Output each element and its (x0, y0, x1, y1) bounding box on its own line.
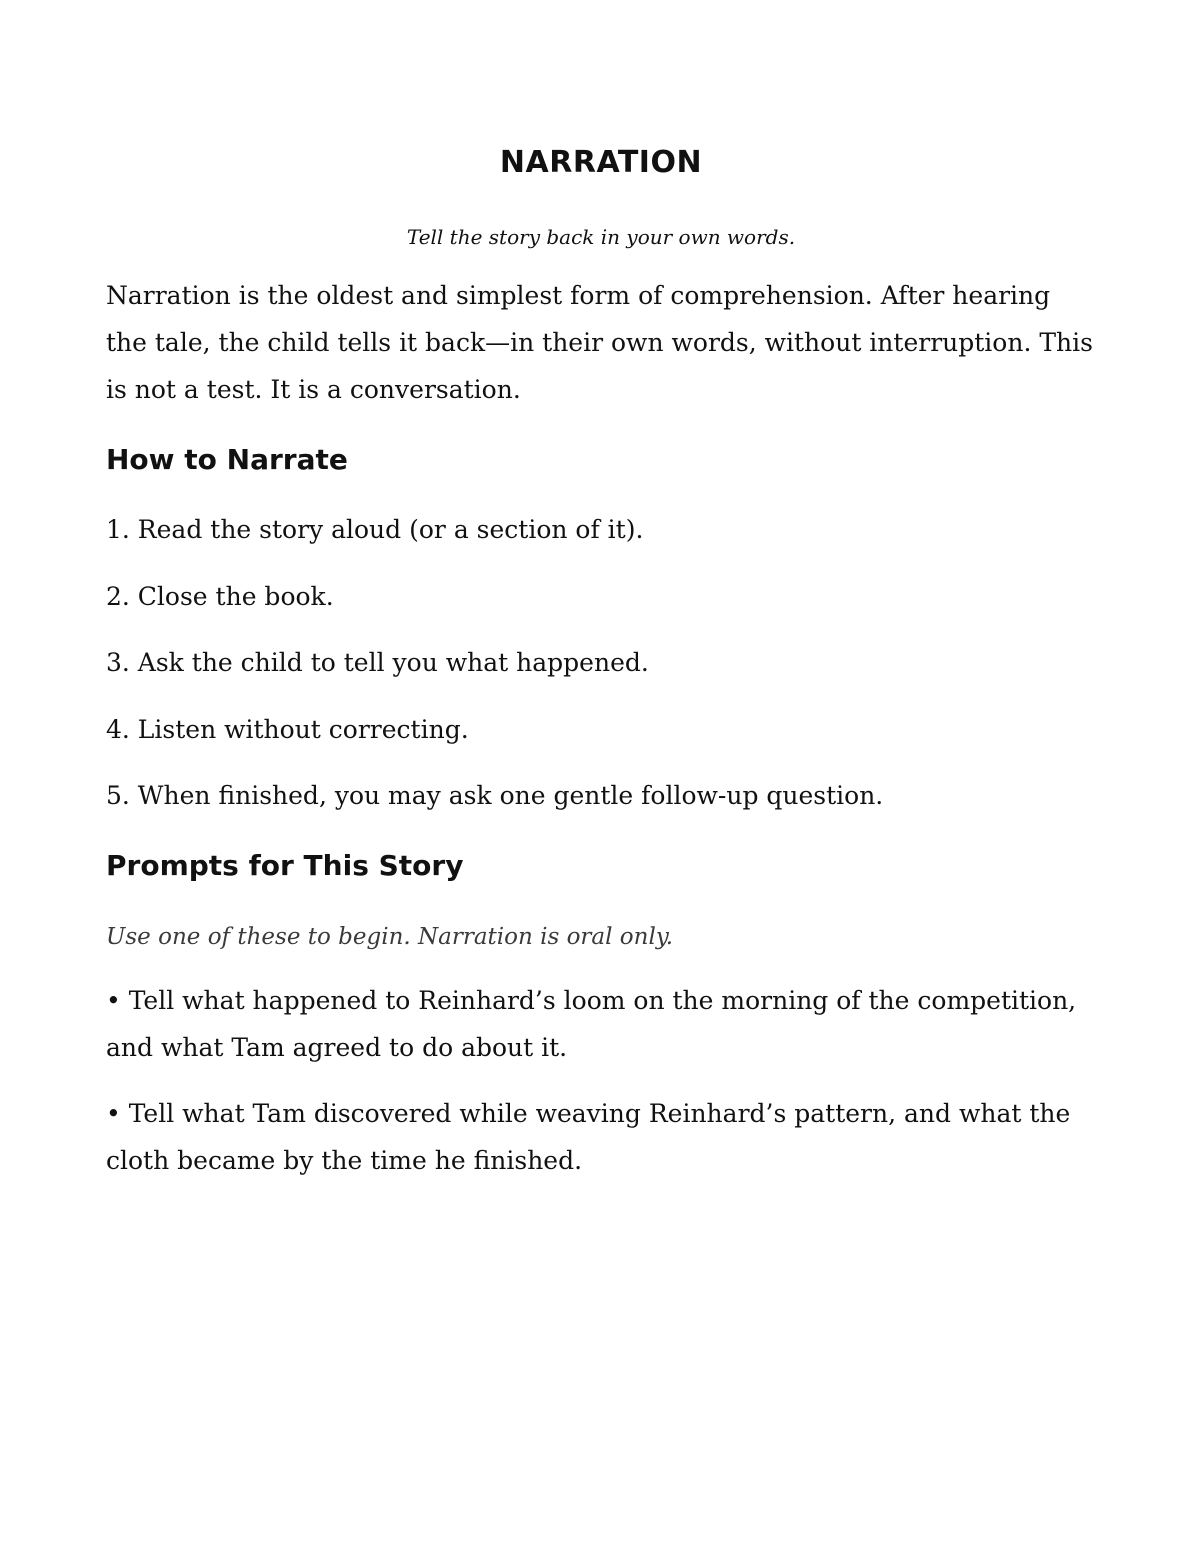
page-title: NARRATION (499, 145, 703, 180)
steps-list (106, 508, 1096, 841)
intro-paragraph: Narration is the oldest and simplest form of comprehension. After hearing the tale, the child tells it back—in their own words, without interruption. This is not a test. It is a conversation. (106, 281, 1093, 404)
step-item: 2. Close the book. (106, 581, 334, 611)
page-subtitle: Tell the story back in your own words. (406, 225, 796, 249)
prompts-note: Use one of these to begin. Narration is oral only. (106, 924, 674, 950)
step-item: 4. Listen without correcting. (106, 714, 469, 744)
step-item: 1. Read the story aloud (or a section of it). (106, 515, 644, 544)
how-to-heading: How to Narrate (106, 443, 348, 476)
prompt-item: • Tell what Tam discovered while weaving Reinhard’s pattern, and what the cloth became by the time he finished. (106, 1099, 1071, 1175)
step-item: 3. Ask the child to tell you what happened. (106, 648, 649, 677)
prompts-heading: Prompts for This Story (106, 849, 464, 882)
prompt-item: • Tell what happened to Reinhard’s loom on the morning of the competition, and what Tam agreed to do about it. (106, 986, 1077, 1062)
prompts-list (106, 977, 1096, 1203)
step-item: 5. When finished, you may ask one gentle follow-up question. (106, 781, 884, 810)
